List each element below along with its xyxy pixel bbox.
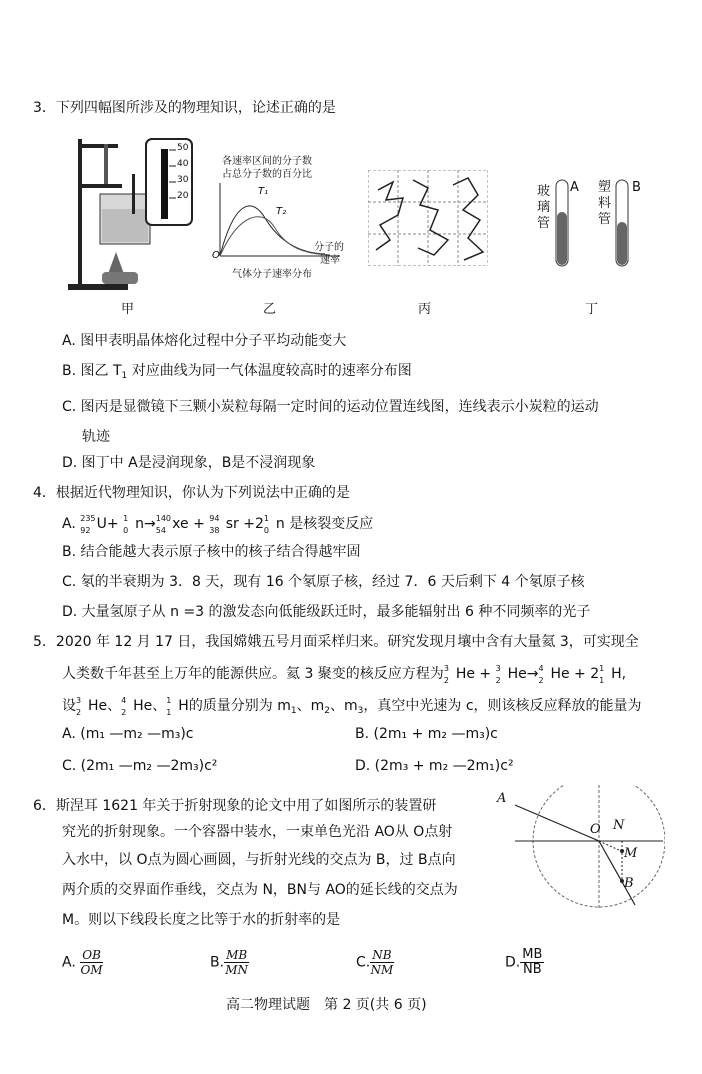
q5-option-c: C. (2m₁ —m₂ —2m₃)c²	[62, 758, 218, 774]
graph-t2: T₂	[276, 206, 287, 217]
q6-line4: 两介质的交界面作垂线，交点为 N，BN与 AO的延长线的交点为	[62, 882, 458, 898]
tube-b-label-2: 料	[598, 196, 612, 211]
graph-origin: O	[212, 250, 220, 261]
tube-b-label-3: 管	[598, 212, 612, 227]
thermo-tick-30: 30	[177, 175, 189, 185]
thermo-tick-20: 20	[177, 191, 189, 201]
q5-line2: 人类数千年甚至上万年的能源供应。氦 3 聚变的核反应方程为 3 2 He + 3 2 He→ 4 2 He + 2 1 1 H,	[62, 664, 627, 685]
graph-ylabel-2: 占总分子数的百分比	[222, 169, 312, 180]
graph-xlabel-1: 分子的	[314, 242, 344, 253]
q6-line5: M。则以下线段长度之比等于水的折射率的是	[62, 912, 341, 928]
plastic-tube	[614, 178, 630, 270]
q5-option-b: B. (2m₁ + m₂ —m₃)c	[355, 726, 498, 742]
glass-tube	[554, 178, 570, 270]
diagram-label-b: B	[624, 876, 634, 891]
caption-ding: 丁	[585, 302, 599, 317]
q5-line1: 5．2020 年 12 月 17 日，我国嫦娥五号月面采样归来。研究发现月壤中含有大量氦 3，可实现全	[33, 634, 639, 650]
tube-a-label-2: 璃	[537, 200, 551, 215]
q4-option-a: A. 235 92 U+ 1 0 n→ 140 54 xe + 94 38 sr +2 1 0 n 是核裂变反应	[62, 514, 374, 535]
graph-xlabel-2: 速率	[320, 255, 340, 266]
diagram-label-a: A	[497, 791, 507, 806]
graph-ylabel-1: 各速率区间的分子数	[222, 156, 312, 167]
page-footer: 高二物理试题 第 2 页(共 6 页)	[226, 997, 427, 1013]
q6-option-c: C. $\frac{NB}{NM}$	[356, 948, 394, 977]
q6-line2: 究光的折射现象。一个容器中装水，一束单色光沿 AO从 O点射	[62, 824, 453, 840]
q6-line1: 6．斯涅耳 1621 年关于折射现象的论文中用了如图所示的装置研	[33, 798, 437, 814]
q6-option-d: D. $\frac{MB}{NB}$	[505, 947, 543, 977]
q5-option-a: A. (m₁ —m₂ —m₃)c	[62, 726, 194, 742]
q3-option-a: A. 图甲表明晶体熔化过程中分子平均动能变大	[62, 333, 347, 349]
graph-t1: T₁	[258, 186, 269, 197]
q3-option-c-line2: 轨迹	[82, 429, 110, 445]
q6-option-b: B. $\frac{MB}{MN}$	[210, 948, 249, 977]
q3-option-c-line1: C. 图丙是显微镜下三颗小炭粒每隔一定时间的运动位置连线图，连线表示小炭粒的运动	[62, 399, 599, 415]
brownian-grid	[368, 170, 488, 266]
q6-option-a: A. $\frac{OB}{OM}$	[62, 948, 103, 977]
q4-option-b: B. 结合能越大表示原子核中的核子结合得越牢固	[62, 544, 361, 560]
caption-yi: 乙	[263, 302, 277, 317]
q5-line3: 设 3 2 He、 4 2 He、 1 1 H的质量分别为 $m_1$、$m_2$、$m_3$，真空中光速为 c，则该核反应释放的能量为	[62, 696, 642, 717]
q6-line3: 入水中，以 O点为圆心画圆，与折射光线的交点为 B，过 B点向	[62, 852, 456, 868]
caption-jia: 甲	[121, 302, 135, 317]
tube-a-letter: A	[570, 180, 579, 195]
diagram-label-n: N	[613, 818, 625, 833]
tube-a-label-1: 玻	[537, 184, 551, 199]
q4-stem: 4．根据近代物理知识，你认为下列说法中正确的是	[33, 485, 350, 501]
q3-option-d: D. 图丁中 A是浸润现象，B是不浸润现象	[62, 455, 316, 471]
thermo-tick-40: 40	[177, 159, 189, 169]
caption-bing: 丙	[418, 302, 432, 317]
figure-jia	[68, 134, 198, 294]
q3-stem: 3．下列四幅图所涉及的物理知识，论述正确的是	[33, 100, 336, 116]
q3-option-b: B. 图乙 $T_1$ 对应曲线为同一气体温度较高时的速率分布图	[62, 363, 412, 381]
graph-caption: 气体分子速率分布	[232, 269, 312, 280]
tube-a-label-3: 管	[537, 216, 551, 231]
tube-b-label-1: 塑	[598, 180, 612, 195]
refraction-diagram	[495, 785, 665, 915]
q5-option-d: D. (2m₃ + m₂ —2m₁)c²	[355, 758, 514, 774]
diagram-label-m: M	[624, 846, 638, 861]
thermo-tick-50: 50	[177, 143, 189, 153]
q4-option-d: D. 大量氢原子从 n =3 的激发态向低能级跃迁时，最多能辐射出 6 种不同频率的光子	[62, 604, 591, 620]
diagram-label-o: O	[590, 822, 601, 837]
tube-b-letter: B	[632, 180, 641, 195]
q4-option-c: C. 氡的半衰期为 3．8 天，现有 16 个氡原子核，经过 7．6 天后剩下 4 个氡原子核	[62, 574, 585, 590]
